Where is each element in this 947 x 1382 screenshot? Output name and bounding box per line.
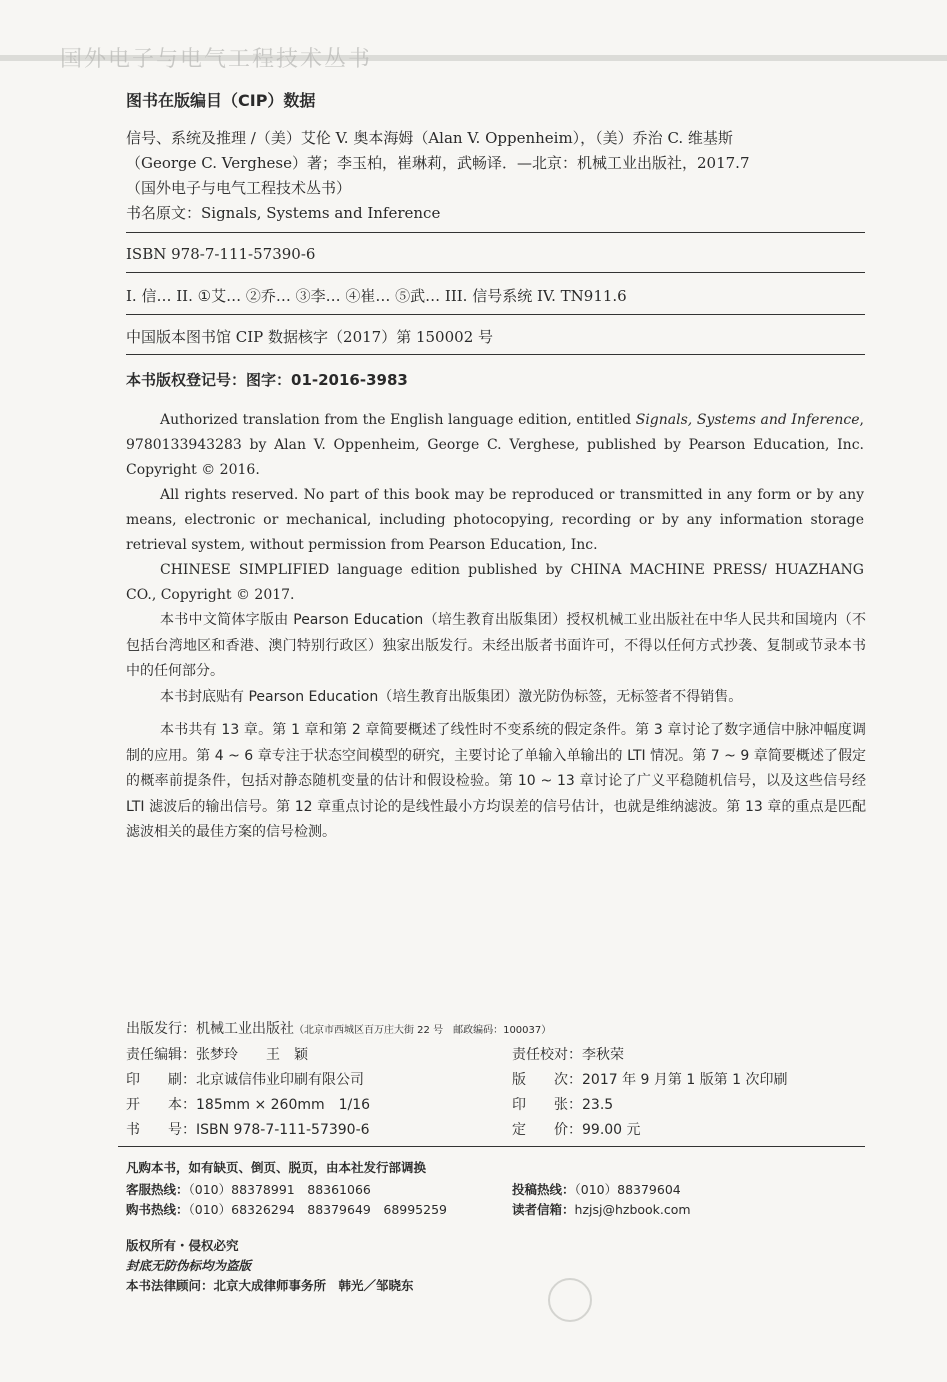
edition-line: 版 次：2017 年 9 月第 1 版第 1 次印刷 xyxy=(512,1072,788,1088)
english-para-2: All rights reserved. No part of this book may be reproduced or transmitted in any form or by any means, electronic or mechanical, including photocopying, recording or by any information storage retrieval system, without permission from Pearson Education, Inc. xyxy=(126,487,864,553)
cip-classification: I. 信… II. ①艾… ②乔… ③李… ④崔… ⑤武… III. 信号系统 IV. TN911.6 xyxy=(126,287,627,305)
cip-title: 图书在版编目（CIP）数据 xyxy=(126,91,316,110)
printer-line: 印 刷：北京诚信伟业印刷有限公司 xyxy=(126,1072,364,1088)
format-line: 开 本：185mm × 260mm 1/16 xyxy=(126,1097,371,1113)
book-summary xyxy=(126,718,866,846)
divider xyxy=(126,354,865,355)
divider xyxy=(126,314,865,315)
cip-isbn: ISBN 978-7-111-57390-6 xyxy=(126,245,316,263)
editor-names: 张梦玲 王 颖 xyxy=(196,1047,308,1063)
replacement-note: 凡购本书，如有缺页、倒页、脱页，由本社发行部调换 xyxy=(126,1160,427,1175)
series-header-faded: 国外电子与电气工程技术丛书 xyxy=(60,47,373,72)
submission-hotline: 投稿热线：（010）88379604 xyxy=(512,1182,681,1197)
price-value: 99.00 元 xyxy=(582,1122,641,1138)
chinese-rights-para-1: 本书中文简体字版由 Pearson Education（培生教育出版集团）授权机械工业出版社在中华人民共和国境内（不包括台湾地区和香港、澳门特别行政区）独家出版发行。未经出版者书面许可，不得以任何方式抄袭、复制或节录本书中的任何部分。 xyxy=(126,612,866,679)
sheets-line: 印 张：23.5 xyxy=(512,1097,614,1113)
sheets-value: 23.5 xyxy=(582,1097,614,1113)
divider xyxy=(118,1146,865,1147)
format-value: 185mm × 260mm 1/16 xyxy=(196,1097,371,1113)
anti-piracy-note: 封底无防伪标均为盗版 xyxy=(126,1258,252,1273)
english-para-1: Authorized translation from the English language edition, entitled Signals, Systems and Inference, 9780133943283 by Alan V. Oppenheim, George C. Verghese, published by Pearson Education, Inc. Copyright © 2016. xyxy=(126,412,864,478)
cip-check-number: 中国版本图书馆 CIP 数据核字（2017）第 150002 号 xyxy=(126,328,494,346)
service-hotline: 客服热线：（010）88378991 88361066 xyxy=(126,1182,371,1197)
rights-reserved: 版权所有・侵权必究 xyxy=(126,1238,239,1253)
publisher-line xyxy=(126,1018,551,1038)
cip-line-1: 信号、系统及推理 /（美）艾伦 V. 奥本海姆（Alan V. Oppenheim），（美）乔治 C. 维基斯 xyxy=(126,129,733,147)
divider xyxy=(126,232,865,233)
publisher-logo-icon xyxy=(548,1278,592,1322)
proofreader-name: 李秋荣 xyxy=(582,1047,624,1063)
english-para-3: CHINESE SIMPLIFIED language edition published by CHINA MACHINE PRESS/ HUAZHANG CO., Copyright © 2017. xyxy=(126,562,864,603)
cip-line-4: 书名原文：Signals, Systems and Inference xyxy=(126,204,441,222)
chinese-rights-para-2: 本书封底贴有 Pearson Education（培生教育出版集团）激光防伪标签，无标签者不得销售。 xyxy=(160,688,743,705)
cip-line-2: （George C. Verghese）著；李玉柏，崔琳莉，武畅译．—北京：机械工业出版社，2017.7 xyxy=(126,154,750,172)
summary-text: 本书共有 13 章。第 1 章和第 2 章简要概述了线性时不变系统的假定条件。第 3 章讨论了数字通信中脉冲幅度调制的应用。第 4 ~ 6 章专注于状态空间模型的研究，主要讨论了单输入单输出的 LTI 情况。第 7 ~ 9 章简要概述了假定的概率前提条件，包括对静态随机变量的估计和假设检验。第 10 ~ 13 章讨论了广义平稳随机信号，以及这些信号经 LTI 滤波后的输出信号。第 12 章重点讨论的是线性最小方均误差的信号估计，也就是维纳滤波。第 13 章的重点是匹配滤波相关的最佳方案的信号检测。 xyxy=(126,722,866,840)
price-line: 定 价：99.00 元 xyxy=(512,1122,641,1138)
isbn-line: 书 号：ISBN 978-7-111-57390-6 xyxy=(126,1122,370,1138)
order-hotline: 购书热线：（010）68326294 88379649 68995259 xyxy=(126,1202,447,1217)
reader-email: 读者信箱：hzjsj@hzbook.com xyxy=(512,1202,691,1217)
publisher-label: 出版发行： xyxy=(126,1021,196,1037)
printer-name: 北京诚信伟业印刷有限公司 xyxy=(196,1072,364,1088)
english-rights-block xyxy=(126,408,864,608)
legal-counsel: 本书法律顾问：北京大成律师事务所 韩光／邹晓东 xyxy=(126,1278,414,1293)
publisher-address: （北京市西城区百万庄大街 22 号 邮政编码：100037） xyxy=(294,1025,552,1036)
divider xyxy=(126,272,865,273)
isbn-value: ISBN 978-7-111-57390-6 xyxy=(196,1122,370,1138)
proofreader-line: 责任校对：李秋荣 xyxy=(512,1047,624,1063)
cip-line-3: （国外电子与电气工程技术丛书） xyxy=(126,179,352,197)
edition-value: 2017 年 9 月第 1 版第 1 次印刷 xyxy=(582,1072,788,1088)
chinese-rights-block xyxy=(126,608,866,710)
editor-line: 责任编辑：张梦玲 王 颖 xyxy=(126,1047,308,1063)
copyright-registration: 本书版权登记号：图字：01-2016-3983 xyxy=(126,371,408,389)
publisher-name: 机械工业出版社 xyxy=(196,1021,294,1037)
